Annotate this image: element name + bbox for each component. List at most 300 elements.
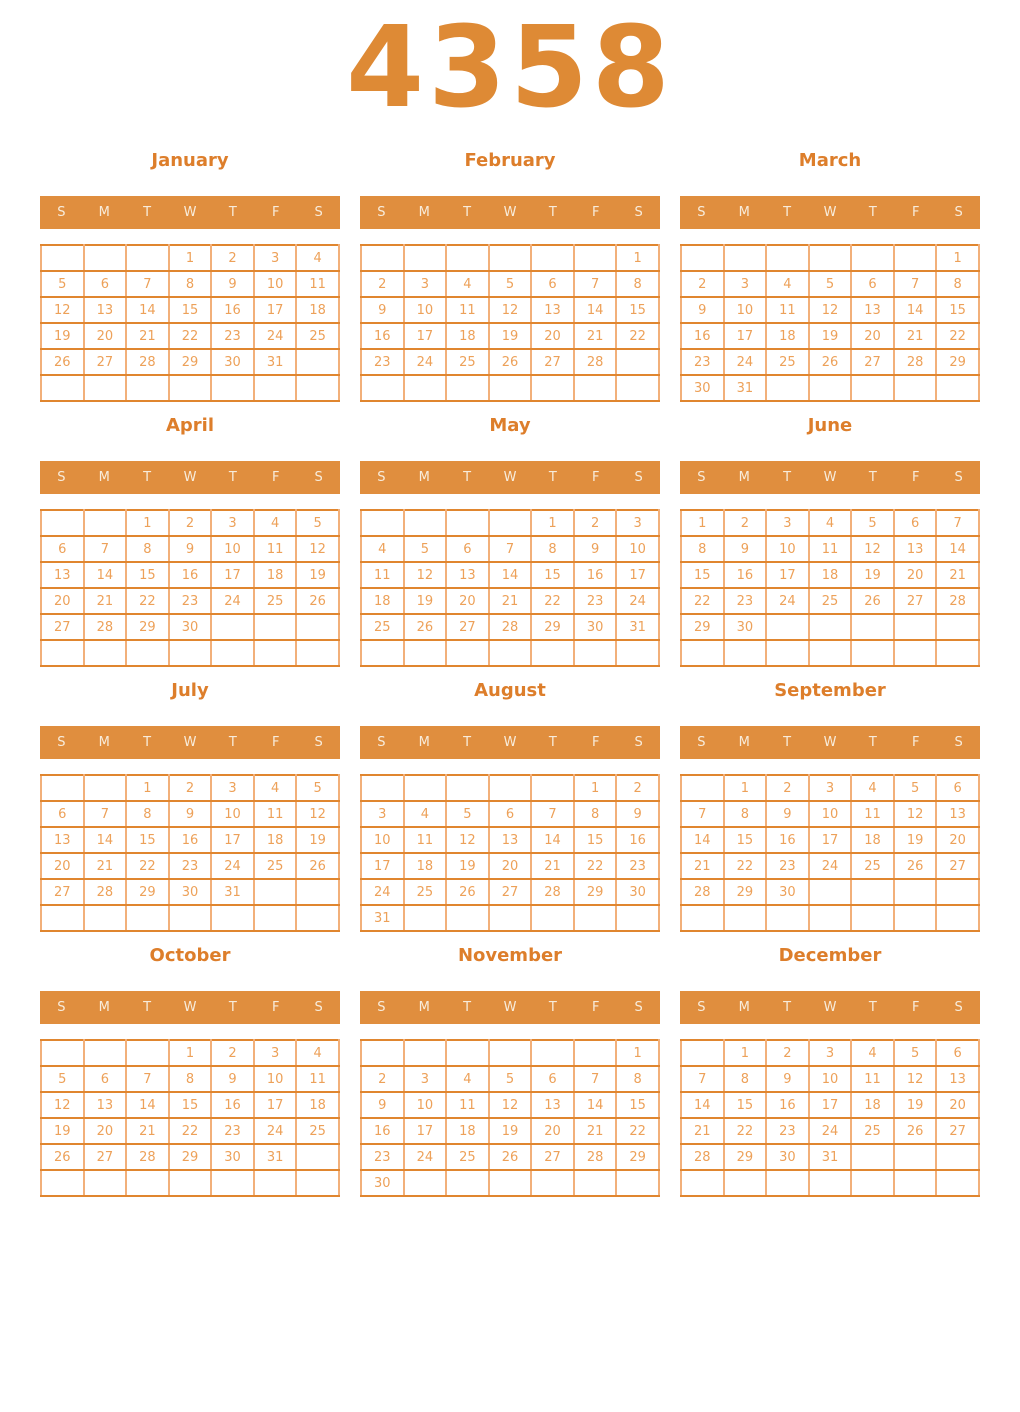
weekday-header: F	[271, 205, 280, 220]
day-cell: 14	[84, 562, 127, 588]
empty-day-cell	[254, 640, 297, 666]
weekday-header: W	[183, 1000, 197, 1015]
weekday-header: W	[183, 205, 197, 220]
day-cell: 30	[169, 614, 212, 640]
week-row	[41, 297, 339, 323]
weekday-header: F	[911, 205, 920, 220]
weekday-header: F	[271, 1000, 280, 1015]
day-cell: 2	[616, 775, 659, 801]
day-cell: 12	[851, 536, 894, 562]
day-cell: 22	[169, 323, 212, 349]
empty-day-cell	[489, 1170, 532, 1196]
day-cell: 23	[361, 1144, 404, 1170]
empty-day-cell	[84, 510, 127, 536]
day-cell: 27	[894, 588, 937, 614]
empty-day-cell	[126, 245, 169, 271]
empty-day-cell	[84, 1040, 127, 1066]
empty-day-cell	[489, 1040, 532, 1066]
day-cell: 1	[724, 1040, 767, 1066]
day-cell: 25	[296, 323, 339, 349]
day-cell: 21	[126, 1118, 169, 1144]
weekday-header: W	[823, 1000, 837, 1015]
day-cell: 24	[766, 588, 809, 614]
day-cell: 21	[681, 853, 724, 879]
week-row	[361, 245, 659, 271]
week-row	[41, 640, 339, 666]
week-row	[361, 801, 659, 827]
day-cell: 5	[809, 271, 852, 297]
day-cell: 23	[169, 588, 212, 614]
day-cell: 16	[766, 1092, 809, 1118]
weekday-header: S	[57, 205, 66, 220]
day-cell: 10	[616, 536, 659, 562]
year-heading: 4358	[346, 3, 674, 133]
weekday-header: W	[183, 470, 197, 485]
week-row	[681, 562, 979, 588]
day-cell: 21	[574, 1118, 617, 1144]
empty-day-cell	[169, 640, 212, 666]
week-row	[41, 905, 339, 931]
day-cell: 30	[574, 614, 617, 640]
empty-day-cell	[681, 1170, 724, 1196]
day-cell: 15	[616, 1092, 659, 1118]
day-cell: 5	[296, 775, 339, 801]
month-title: March	[798, 150, 862, 171]
empty-day-cell	[404, 775, 447, 801]
day-cell: 26	[41, 1144, 84, 1170]
month-block	[40, 150, 340, 402]
weekday-header: S	[697, 205, 706, 220]
day-grid	[360, 774, 660, 932]
day-cell: 24	[809, 1118, 852, 1144]
day-cell: 15	[126, 562, 169, 588]
week-row	[41, 614, 339, 640]
empty-day-cell	[169, 375, 212, 401]
weekday-header-row	[360, 726, 660, 759]
day-cell: 7	[574, 1066, 617, 1092]
weekday-header: W	[823, 735, 837, 750]
day-cell: 11	[361, 562, 404, 588]
weekday-header: M	[738, 1000, 750, 1015]
day-cell: 14	[936, 536, 979, 562]
day-grid	[680, 509, 980, 667]
empty-day-cell	[766, 375, 809, 401]
empty-day-cell	[446, 640, 489, 666]
day-cell: 30	[616, 879, 659, 905]
empty-day-cell	[296, 879, 339, 905]
day-cell: 7	[126, 1066, 169, 1092]
weekday-header-row	[40, 726, 340, 759]
day-cell: 17	[404, 323, 447, 349]
day-cell: 13	[489, 827, 532, 853]
day-cell: 6	[84, 1066, 127, 1092]
day-cell: 15	[681, 562, 724, 588]
day-cell: 4	[446, 271, 489, 297]
weekday-header: S	[697, 470, 706, 485]
week-row	[361, 905, 659, 931]
day-cell: 10	[809, 801, 852, 827]
weekday-header: T	[143, 205, 152, 220]
day-cell: 2	[169, 775, 212, 801]
day-cell: 27	[84, 1144, 127, 1170]
day-cell: 9	[574, 536, 617, 562]
empty-day-cell	[574, 1040, 617, 1066]
empty-day-cell	[809, 905, 852, 931]
day-cell: 27	[531, 1144, 574, 1170]
day-cell: 20	[41, 588, 84, 614]
weekday-header: S	[57, 1000, 66, 1015]
day-cell: 16	[361, 323, 404, 349]
empty-day-cell	[809, 1170, 852, 1196]
day-cell: 18	[296, 1092, 339, 1118]
weekday-header: F	[271, 470, 280, 485]
day-cell: 23	[724, 588, 767, 614]
day-grid	[360, 244, 660, 402]
day-cell: 18	[296, 297, 339, 323]
weekday-header: S	[634, 470, 643, 485]
week-row	[681, 349, 979, 375]
day-cell: 21	[894, 323, 937, 349]
empty-day-cell	[446, 905, 489, 931]
week-row	[681, 614, 979, 640]
month-block	[360, 150, 660, 402]
month-title: December	[778, 945, 882, 966]
day-cell: 8	[936, 271, 979, 297]
day-cell: 21	[126, 323, 169, 349]
day-cell: 2	[681, 271, 724, 297]
empty-day-cell	[894, 640, 937, 666]
day-cell: 2	[211, 245, 254, 271]
day-cell: 31	[361, 905, 404, 931]
day-cell: 8	[126, 801, 169, 827]
day-cell: 19	[296, 827, 339, 853]
empty-day-cell	[211, 375, 254, 401]
empty-day-cell	[296, 375, 339, 401]
empty-day-cell	[531, 1040, 574, 1066]
empty-day-cell	[531, 1170, 574, 1196]
day-cell: 25	[404, 879, 447, 905]
weekday-header: W	[823, 470, 837, 485]
day-cell: 3	[254, 1040, 297, 1066]
empty-day-cell	[446, 510, 489, 536]
weekday-header: T	[143, 1000, 152, 1015]
weekday-header: T	[463, 735, 472, 750]
day-cell: 8	[616, 1066, 659, 1092]
day-cell: 2	[766, 1040, 809, 1066]
day-cell: 9	[211, 271, 254, 297]
day-cell: 27	[531, 349, 574, 375]
day-cell: 7	[489, 536, 532, 562]
day-cell: 27	[489, 879, 532, 905]
week-row	[41, 536, 339, 562]
empty-day-cell	[361, 245, 404, 271]
day-cell: 22	[169, 1118, 212, 1144]
weekday-header: T	[868, 735, 877, 750]
day-cell: 24	[809, 853, 852, 879]
day-cell: 20	[489, 853, 532, 879]
weekday-header: M	[98, 735, 110, 750]
day-cell: 16	[724, 562, 767, 588]
day-cell: 23	[211, 1118, 254, 1144]
empty-day-cell	[404, 510, 447, 536]
day-cell: 19	[894, 1092, 937, 1118]
day-cell: 1	[574, 775, 617, 801]
day-cell: 17	[254, 297, 297, 323]
day-cell: 23	[169, 853, 212, 879]
weekday-header: S	[57, 735, 66, 750]
month-title: June	[807, 415, 853, 436]
day-cell: 28	[894, 349, 937, 375]
empty-day-cell	[894, 245, 937, 271]
day-cell: 21	[84, 853, 127, 879]
week-row	[681, 1066, 979, 1092]
day-cell: 18	[809, 562, 852, 588]
day-cell: 7	[531, 801, 574, 827]
week-row	[41, 510, 339, 536]
day-cell: 15	[724, 827, 767, 853]
empty-day-cell	[851, 640, 894, 666]
empty-day-cell	[126, 375, 169, 401]
day-cell: 28	[489, 614, 532, 640]
day-cell: 30	[724, 614, 767, 640]
week-row	[681, 1144, 979, 1170]
day-grid	[680, 244, 980, 402]
empty-day-cell	[894, 905, 937, 931]
day-cell: 19	[296, 562, 339, 588]
day-cell: 10	[809, 1066, 852, 1092]
empty-day-cell	[489, 775, 532, 801]
week-row	[41, 827, 339, 853]
empty-day-cell	[809, 245, 852, 271]
day-cell: 1	[681, 510, 724, 536]
day-cell: 6	[531, 271, 574, 297]
week-row	[681, 879, 979, 905]
empty-day-cell	[404, 245, 447, 271]
week-row	[41, 1118, 339, 1144]
weekday-header: T	[783, 205, 792, 220]
week-row	[681, 245, 979, 271]
day-cell: 19	[41, 1118, 84, 1144]
empty-day-cell	[296, 349, 339, 375]
day-cell: 29	[616, 1144, 659, 1170]
week-row	[361, 536, 659, 562]
week-row	[41, 1170, 339, 1196]
day-cell: 29	[724, 879, 767, 905]
day-cell: 22	[126, 588, 169, 614]
day-cell: 20	[531, 1118, 574, 1144]
day-cell: 6	[41, 801, 84, 827]
month-block	[40, 415, 340, 667]
day-cell: 8	[169, 271, 212, 297]
empty-day-cell	[766, 614, 809, 640]
weekday-header: T	[463, 1000, 472, 1015]
week-row	[41, 349, 339, 375]
empty-day-cell	[574, 640, 617, 666]
day-cell: 12	[809, 297, 852, 323]
day-cell: 1	[169, 245, 212, 271]
day-cell: 21	[489, 588, 532, 614]
day-cell: 6	[446, 536, 489, 562]
day-cell: 16	[169, 827, 212, 853]
weekday-header: S	[697, 1000, 706, 1015]
weekday-header-row	[40, 991, 340, 1024]
weekday-header: S	[314, 735, 323, 750]
weekday-header: W	[503, 470, 517, 485]
weekday-header: S	[954, 735, 963, 750]
day-cell: 11	[296, 271, 339, 297]
day-cell: 7	[574, 271, 617, 297]
day-cell: 4	[254, 510, 297, 536]
day-cell: 24	[211, 853, 254, 879]
empty-day-cell	[404, 375, 447, 401]
empty-day-cell	[681, 775, 724, 801]
weekday-header-row	[360, 991, 660, 1024]
day-cell: 31	[809, 1144, 852, 1170]
day-cell: 22	[936, 323, 979, 349]
empty-day-cell	[936, 905, 979, 931]
empty-day-cell	[41, 510, 84, 536]
day-cell: 22	[126, 853, 169, 879]
empty-day-cell	[446, 375, 489, 401]
empty-day-cell	[489, 510, 532, 536]
empty-day-cell	[296, 640, 339, 666]
empty-day-cell	[296, 905, 339, 931]
weekday-header: T	[548, 1000, 557, 1015]
weekday-header: T	[783, 735, 792, 750]
day-cell: 29	[574, 879, 617, 905]
day-cell: 9	[766, 801, 809, 827]
day-cell: 3	[809, 775, 852, 801]
day-cell: 23	[766, 853, 809, 879]
empty-day-cell	[489, 640, 532, 666]
week-row	[361, 323, 659, 349]
day-cell: 24	[724, 349, 767, 375]
weekday-header: T	[548, 470, 557, 485]
day-cell: 24	[616, 588, 659, 614]
empty-day-cell	[84, 640, 127, 666]
day-cell: 5	[489, 271, 532, 297]
weekday-header: T	[868, 470, 877, 485]
day-cell: 3	[211, 775, 254, 801]
empty-day-cell	[84, 375, 127, 401]
day-cell: 14	[531, 827, 574, 853]
empty-day-cell	[894, 375, 937, 401]
day-cell: 26	[446, 879, 489, 905]
day-cell: 11	[446, 297, 489, 323]
day-cell: 8	[681, 536, 724, 562]
week-row	[681, 375, 979, 401]
week-row	[681, 640, 979, 666]
day-cell: 10	[211, 801, 254, 827]
day-cell: 29	[169, 349, 212, 375]
month-title: August	[474, 680, 546, 701]
week-row	[361, 1040, 659, 1066]
weekday-header: T	[783, 1000, 792, 1015]
empty-day-cell	[126, 1170, 169, 1196]
day-cell: 17	[616, 562, 659, 588]
day-cell: 9	[211, 1066, 254, 1092]
day-cell: 1	[616, 1040, 659, 1066]
week-row	[41, 1040, 339, 1066]
day-cell: 1	[126, 510, 169, 536]
empty-day-cell	[296, 614, 339, 640]
empty-day-cell	[616, 640, 659, 666]
day-cell: 24	[361, 879, 404, 905]
day-cell: 26	[489, 349, 532, 375]
day-cell: 12	[41, 297, 84, 323]
day-cell: 13	[851, 297, 894, 323]
day-cell: 24	[254, 323, 297, 349]
day-cell: 3	[254, 245, 297, 271]
week-row	[361, 588, 659, 614]
empty-day-cell	[254, 375, 297, 401]
day-cell: 10	[361, 827, 404, 853]
day-cell: 11	[851, 801, 894, 827]
week-row	[681, 905, 979, 931]
day-cell: 7	[126, 271, 169, 297]
day-cell: 19	[446, 853, 489, 879]
empty-day-cell	[851, 905, 894, 931]
day-cell: 15	[126, 827, 169, 853]
day-cell: 19	[404, 588, 447, 614]
empty-day-cell	[361, 375, 404, 401]
day-cell: 7	[936, 510, 979, 536]
day-cell: 19	[489, 1118, 532, 1144]
day-cell: 11	[766, 297, 809, 323]
day-cell: 22	[616, 1118, 659, 1144]
day-cell: 16	[574, 562, 617, 588]
day-cell: 15	[936, 297, 979, 323]
day-cell: 19	[41, 323, 84, 349]
day-cell: 18	[254, 562, 297, 588]
day-cell: 30	[211, 1144, 254, 1170]
weekday-header: S	[634, 1000, 643, 1015]
weekday-header: M	[418, 735, 430, 750]
day-cell: 13	[936, 801, 979, 827]
day-cell: 16	[169, 562, 212, 588]
empty-day-cell	[404, 1170, 447, 1196]
day-cell: 20	[936, 827, 979, 853]
empty-day-cell	[254, 879, 297, 905]
week-row	[361, 1092, 659, 1118]
weekday-header: S	[954, 470, 963, 485]
day-cell: 6	[531, 1066, 574, 1092]
empty-day-cell	[616, 905, 659, 931]
weekday-header: F	[911, 735, 920, 750]
empty-day-cell	[894, 1144, 937, 1170]
month-block	[360, 945, 660, 1197]
empty-day-cell	[404, 1040, 447, 1066]
day-cell: 5	[894, 1040, 937, 1066]
empty-day-cell	[531, 245, 574, 271]
day-cell: 31	[254, 349, 297, 375]
day-cell: 2	[169, 510, 212, 536]
empty-day-cell	[851, 614, 894, 640]
day-cell: 12	[489, 297, 532, 323]
weekday-header: M	[738, 205, 750, 220]
week-row	[361, 510, 659, 536]
day-cell: 23	[766, 1118, 809, 1144]
day-cell: 29	[724, 1144, 767, 1170]
day-cell: 22	[681, 588, 724, 614]
day-cell: 27	[936, 853, 979, 879]
month-title: April	[165, 415, 215, 436]
empty-day-cell	[724, 245, 767, 271]
day-cell: 3	[809, 1040, 852, 1066]
weekday-header: S	[314, 470, 323, 485]
empty-day-cell	[126, 905, 169, 931]
day-cell: 5	[41, 1066, 84, 1092]
